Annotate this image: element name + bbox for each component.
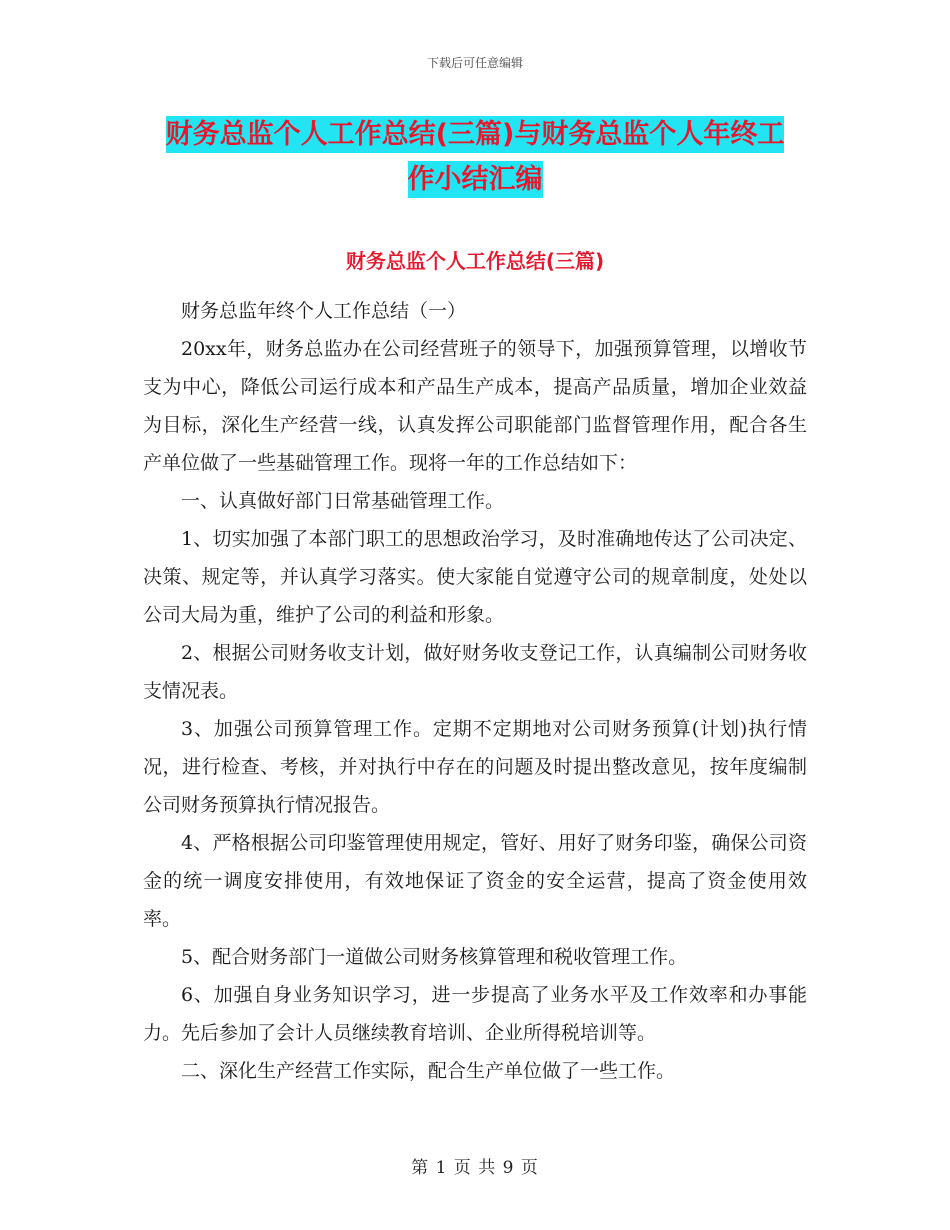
section-title: 财务总监个人工作总结(三篇) (345, 249, 605, 273)
paragraph: 财务总监年终个人工作总结（一） (181, 300, 467, 322)
paragraph: 2、根据公司财务收支计划，做好财务收支登记工作，认真编制公司财务收支情况表。 (143, 642, 807, 702)
body-text (143, 292, 807, 1090)
document-title (0, 112, 950, 202)
paragraph: 1、切实加强了本部门职工的思想政治学习，及时准确地传达了公司决定、决策、规定等，并认真学习落实。使大家能自觉遵守公司的规章制度，处处以公司大局为重，维护了公司的利益和形象。 (143, 528, 807, 626)
paragraph: 6、加强自身业务知识学习，进一步提高了业务水平及工作效率和办事能力。先后参加了会计人员继续教育培训、企业所得税培训等。 (143, 984, 807, 1044)
paragraph: 20xx年，财务总监办在公司经营班子的领导下，加强预算管理，以增收节支为中心，降低公司运行成本和产品生产成本，提高产品质量，增加企业效益为目标，深化生产经营一线，认真发挥公司职能部门监督管理作用，配合各生产单位做了一些基础管理工作。现将一年的工作总结如下： (143, 338, 807, 474)
paragraph: 4、严格根据公司印鉴管理使用规定，管好、用好了财务印鉴，确保公司资金的统一调度安排使用，有效地保证了资金的安全运营，提高了资金使用效率。 (143, 832, 807, 930)
title-line-2: 作小结汇编 (408, 161, 543, 198)
paragraph: 二、深化生产经营工作实际，配合生产单位做了一些工作。 (181, 1060, 676, 1082)
paragraph: 3、加强公司预算管理工作。定期不定期地对公司财务预算(计划)执行情况，进行检查、考核，并对执行中存在的问题及时提出整改意见，按年度编制公司财务预算执行情况报告。 (143, 718, 807, 816)
page-footer: 第 1 页 共 9 页 (411, 1158, 539, 1178)
title-line-1: 财务总监个人工作总结(三篇)与财务总监个人年终工 (166, 116, 785, 153)
header-note: 下载后可任意编辑 (426, 56, 523, 70)
paragraph: 一、认真做好部门日常基础管理工作。 (181, 490, 505, 512)
paragraph: 5、配合财务部门一道做公司财务核算管理和税收管理工作。 (181, 946, 688, 968)
